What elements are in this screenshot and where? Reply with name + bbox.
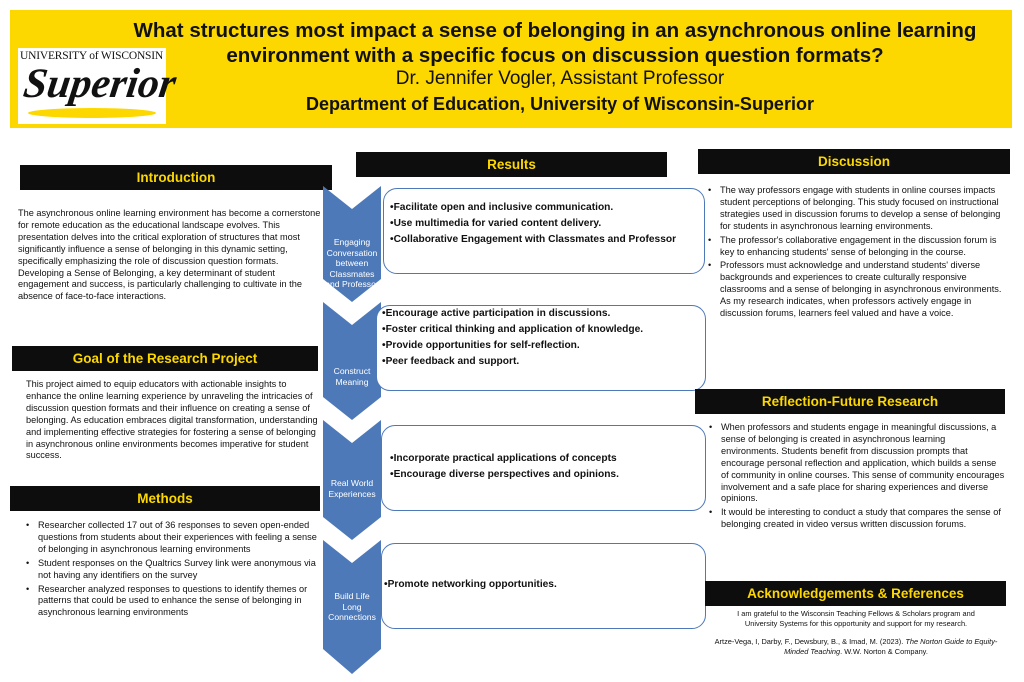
methods-list	[22, 520, 320, 621]
poster-header	[10, 10, 1012, 128]
list-item: • Encourage diverse perspectives and opinions.	[390, 467, 702, 483]
goal-text: This project aimed to equip educators with actionable insights to enhance the online learning experience by unraveling the intricacies of discussion question formats and their influence on creating a sense of belonging. As education embraces digital transformation, understanding and implementing effective strategies for fostering a sense of belonging in asynchronous online environments becomes imperative for student success.	[26, 379, 318, 461]
results-heading: Results	[356, 152, 667, 177]
list-item: • Researcher collected 17 out of 36 responses to seven open-ended questions from students about their experiences with feeling a sense of belonging in asynchronous learning environments	[22, 520, 320, 556]
list-item: • The professor's collaborative engagement in the discussion forum is key to enhancing students' sense of belonging in the course.	[704, 235, 1002, 259]
reference-title: The Norton Guide to Equity-Minded Teaching	[784, 637, 998, 656]
reference-authors: Artze-Vega, I, Darby, F., Dewsbury, B., & Imad, M. (2023).	[714, 637, 906, 646]
results-list-engaging	[390, 200, 702, 248]
reflection-list	[705, 422, 1005, 533]
reference-text	[712, 637, 1000, 656]
list-item: • Provide opportunities for self-reflection.	[382, 338, 704, 354]
logo-superior-text: Superior	[20, 61, 179, 107]
list-item: • Use multimedia for varied content delivery.	[390, 216, 702, 232]
chevron-label-engaging: Engaging Conversation between Classmates and Professor	[325, 237, 379, 289]
list-item: • Foster critical thinking and application of knowledge.	[382, 322, 704, 338]
logo-swash	[28, 108, 156, 118]
list-item: • Promote networking opportunities.	[384, 577, 702, 593]
reflection-heading: Reflection-Future Research	[695, 389, 1005, 414]
methods-heading: Methods	[10, 486, 320, 511]
introduction-text: The asynchronous online learning environment has become a cornerstone for remote education as the educational landscape evolves. This presentation delves into the critical exploration of structures that most significantly influence a sense of belonging in this dynamic setting, specifically emphasizing the role of discussion question formats. Developing a Sense of Belonging, a key determinant of student engagement and success, is particularly challenging to cultivate in the absence of face-to-face interactions.	[18, 208, 321, 302]
list-item: • Peer feedback and support.	[382, 354, 704, 370]
list-item: • When professors and students engage in meaningful discussions, a sense of belonging is created in asynchronous learning environments. Students benefit from discussion prompts that encourage personal reflection and application, which builds a sense of community in online courses. This sense of community encourages involvement and a safe place for sharing experiences and diverse opinions.	[705, 422, 1005, 505]
acknowledgements-text: I am grateful to the Wisconsin Teaching Fellows & Scholars program and University Systems for this opportunity and support for my research.	[737, 609, 975, 628]
reference-publisher: . W.W. Norton & Company.	[840, 646, 928, 656]
introduction-heading: Introduction	[20, 165, 332, 190]
list-item: • Collaborative Engagement with Classmates and Professor	[390, 232, 702, 248]
results-list-construct	[382, 306, 704, 370]
poster-department: Department of Education, University of Wisconsin-Superior	[306, 94, 814, 114]
list-item: • It would be interesting to conduct a study that compares the sense of belonging created in video versus written discussion forums.	[705, 507, 1005, 531]
list-item: • Researcher analyzed responses to questions to identify themes or patterns that could be used to enhance the sense of belonging in asynchronous learning environments	[22, 584, 320, 620]
acknowledgements-heading: Acknowledgements & References	[705, 581, 1006, 606]
list-item: • The way professors engage with students in online courses impacts student perceptions of belonging. This study focused on instructional strategies used in discussion forums to develop a sense of belonging for students in asynchronous learning environments.	[704, 185, 1002, 233]
list-item: • Student responses on the Qualtrics Survey link were anonymous via not having any identifiers on the survey	[22, 558, 320, 582]
logo-university-text: UNIVERSITY of WISCONSIN	[20, 50, 163, 62]
list-item: • Incorporate practical applications of concepts	[390, 451, 702, 467]
list-item: • Professors must acknowledge and understand students' diverse backgrounds and experiences to create culturally responsive classrooms and a sense of belonging in asynchronous environments. As my research indicates, when professors actively engage in discussion forums, learners feel valued and have a voice.	[704, 260, 1002, 320]
chevron-segment	[323, 302, 381, 420]
poster-author: Dr. Jennifer Vogler, Assistant Professor	[395, 68, 725, 89]
chevron-label-real-world: Real World Experiences	[328, 478, 376, 499]
discussion-list	[704, 185, 1002, 322]
results-list-real-world	[390, 451, 702, 483]
list-item: • Facilitate open and inclusive communication.	[390, 200, 702, 216]
goal-heading: Goal of the Research Project	[12, 346, 318, 371]
poster-title: What structures most impact a sense of belonging in an asynchronous online learning environment with a specific focus on discussion question formats?	[133, 19, 977, 67]
list-item: • Encourage active participation in discussions.	[382, 306, 704, 322]
results-list-build	[384, 577, 702, 593]
chevron-label-construct: Construct Meaning	[333, 366, 371, 387]
discussion-heading: Discussion	[698, 149, 1010, 174]
chevron-label-build: Build Life Long Connections	[328, 591, 376, 622]
